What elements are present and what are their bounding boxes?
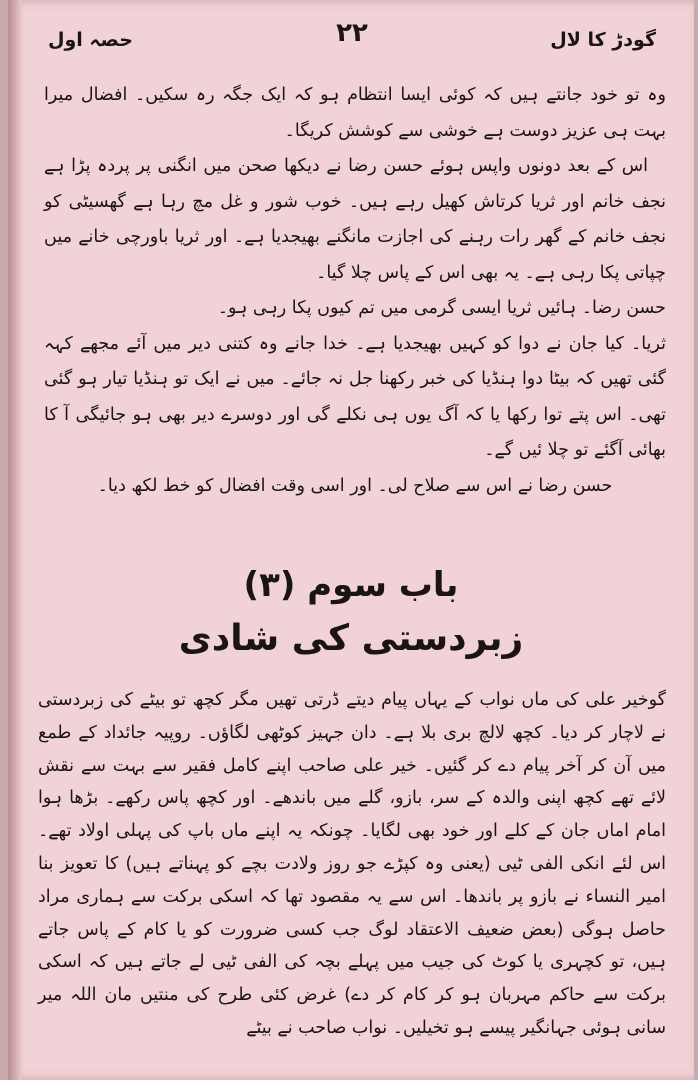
- paragraph: حسن رضا نے اس سے صلاح لی۔ اور اسی وقت افضال کو خط لکھ دیا۔: [97, 475, 613, 496]
- chapter-heading: [8, 560, 694, 668]
- part-label: حصہ اول: [48, 29, 133, 51]
- book-page: [8, 0, 694, 1080]
- text-block-top: [44, 78, 666, 504]
- page-gutter-shadow: [8, 0, 22, 1080]
- text-block-bottom: [38, 684, 666, 1045]
- paragraph: اس کے بعد دونوں واپس ہوئے حسن رضا نے دیکھا صحن میں انگنی پر پردہ پڑا ہے نجف خانم اور ثریا کرتاش کھیل رہے ہیں۔ خوب شور و غل مچ رہا ہے گھسیٹی کو نجف خانم کے گھر رات رہنے کی اجازت مانگنے بھیجدیا ہے۔ اور ثریا باورچی خانے میں چپاتی پکا رہی ہے۔ یہ بھی اس کے پاس چلا گیا۔: [44, 156, 666, 283]
- book-title: گودڑ کا لال: [550, 29, 656, 51]
- dialogue-line: ثریا۔ کیا جان نے دوا کو کہیں بھیجدیا ہے۔ خدا جانے وہ کتنی دیر میں آئے مجھے کہہ گئی تھیں کہ بیٹا دوا ہنڈیا کی خبر رکھنا جل نہ جائے۔ میں نے ایک تو ہنڈیا تیار ہو گئی تھی۔ اس پتے توا رکھا یا کہ آگ یوں ہی نکلے گی اور دوسرے دیر بھی ہو جائیگی آ کا بھائی آگئے تو چلا ئیں گے۔: [44, 333, 666, 460]
- paragraph: وہ تو خود جانتے ہیں کہ کوئی ایسا انتظام ہو کہ ایک جگہ رہ سکیں۔ افضال میرا بہت ہی عزیز دوست ہے خوشی سے کوشش کریگا۔: [44, 85, 666, 141]
- paragraph: گوخیر علی کی ماں نواب کے یہاں پیام دیتے ڈرتی تھیں مگر کچھ تو بیٹے کی زبردستی نے لاچار کر دیا۔ کچھ لالچ بری بلا ہے۔ دان جہیز کوٹھی لگاؤں۔ روپیہ جائداد کے طمع میں آن کر آخر پیام دے کر گئیں۔ خیر علی صاحب اپنے کامل فقیر سے بہت سے نقش لائے تھے کچھ اپنی والدہ کے سر، بازو، گلے میں باندھے۔ اور کچھ پاس رکھے۔ بڑھا ہوا امام اماں جان کے کلے اور خود بھی لگایا۔ چونکہ یہ اپنے ماں باپ کی پہلی اولاد تھے۔ اس لئے انکی الفی ٹیی (یعنی وہ کپڑے جو روز ولادت بچے کو پہناتے ہیں) کا تعویز بنا امیر النساء نے بازو پر باندھا۔ اس سے یہ مقصود تھا کہ اسکی برکت سے ہماری مراد حاصل ہوگی (بعض ضعیف الاعتقاد لوگ جب کسی ضرورت کو یا کام کے پاس جاتے ہیں، تو کچہری یا کوٹ کی جیب میں پہلے بچہ کی الفی ٹیی لے جاتے ہیں کہ اسکی برکت سے حاکم مہربان ہو کر کام کر دے) غرض کئی طرح کی منتیں مان اللہ میر سانی ہوئی جہانگیر پیسے ہو تخیلیں۔ نواب صاحب نے بیٹے: [38, 690, 666, 1038]
- chapter-title: زبردستی کی شادی: [178, 618, 524, 659]
- page-header: [48, 18, 656, 58]
- page-number: ۲۲: [336, 18, 368, 48]
- chapter-number: باب سوم (۳): [243, 565, 459, 605]
- dialogue-line: حسن رضا۔ ہائیں ثریا ایسی گرمی میں تم کیوں پکا رہی ہو۔: [217, 298, 666, 318]
